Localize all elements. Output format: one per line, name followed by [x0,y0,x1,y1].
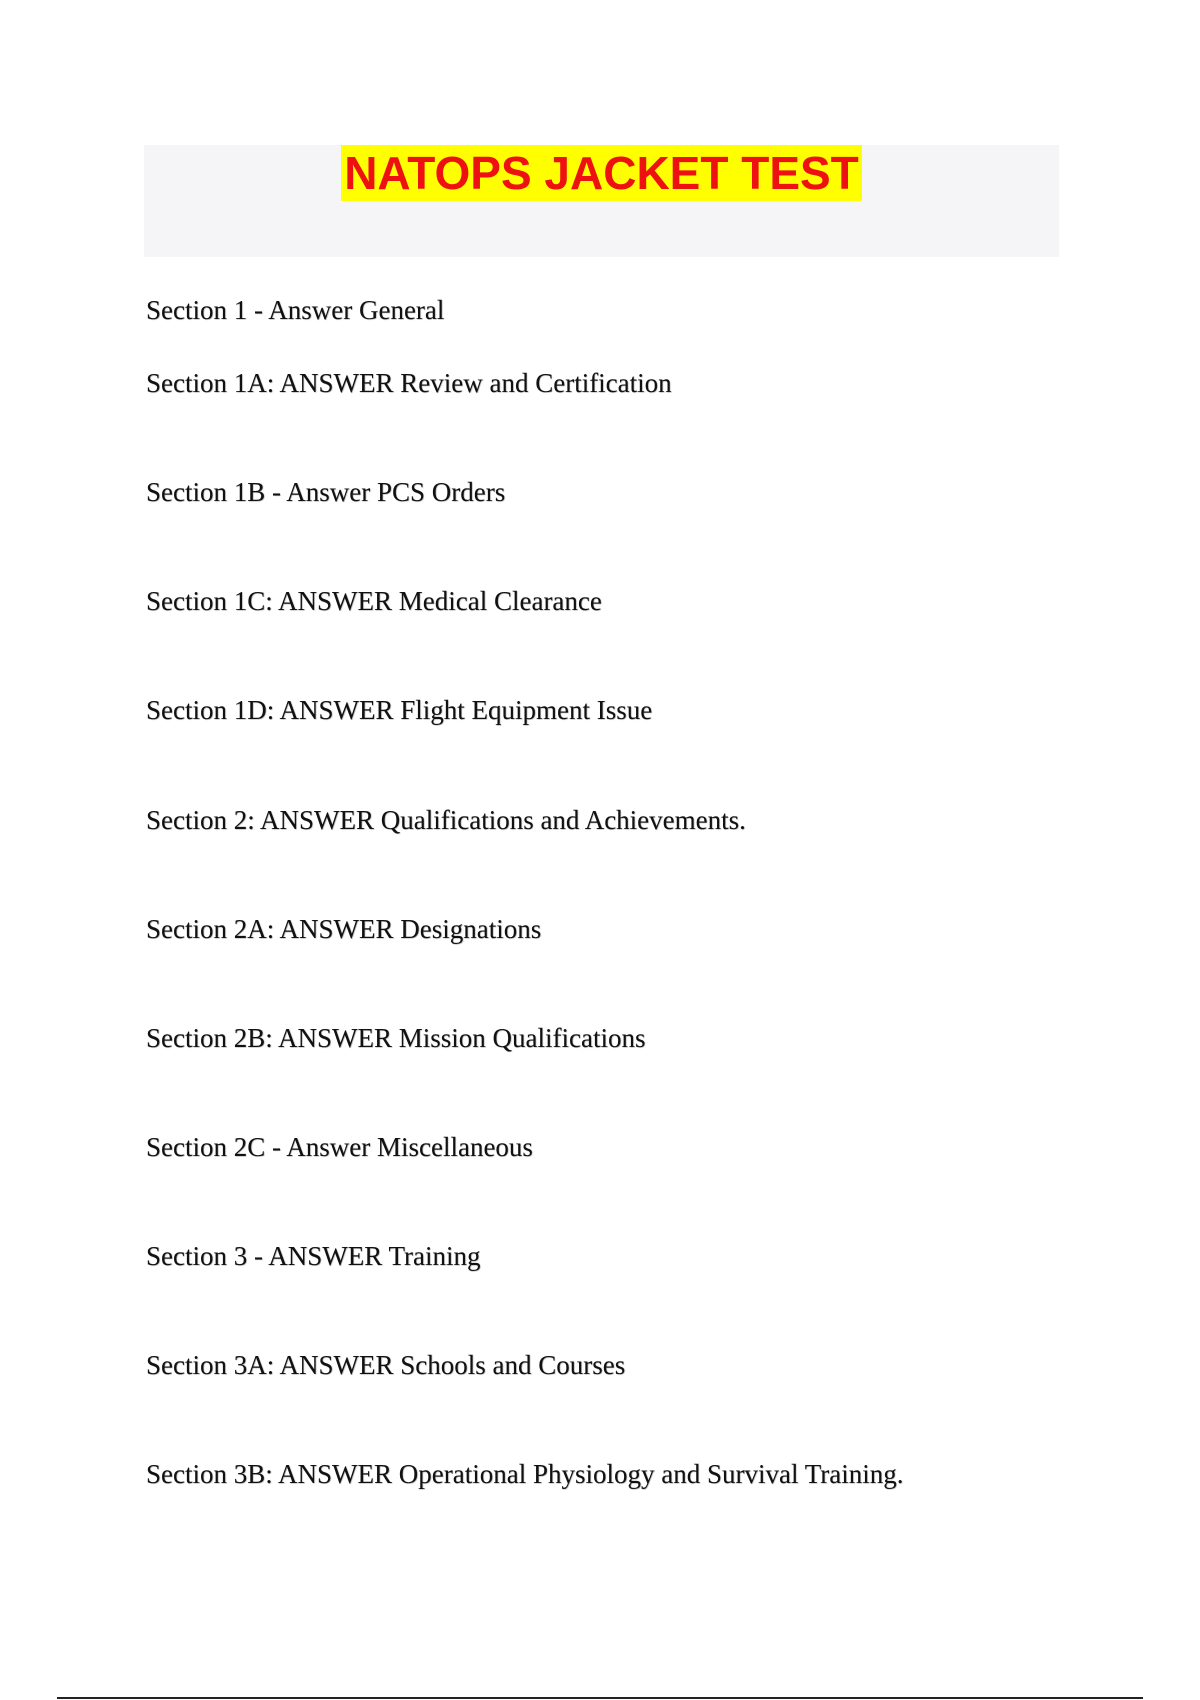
section-2-heading: Section 2: ANSWER Qualifications and Achievements. [146,805,746,835]
section-3-heading: Section 3 - ANSWER Training [146,1241,481,1271]
section-1d-heading: Section 1D: ANSWER Flight Equipment Issue [146,695,653,725]
section-1-heading: Section 1 - Answer General [146,295,445,325]
section-2c-heading: Section 2C - Answer Miscellaneous [146,1132,533,1162]
section-1b-heading: Section 1B - Answer PCS Orders [146,477,506,507]
document-title-text: NATOPS JACKET TEST [341,145,862,201]
section-1a-heading: Section 1A: ANSWER Review and Certification [146,368,672,398]
document-title [144,145,1059,201]
title-band [144,145,1059,257]
section-2a-heading: Section 2A: ANSWER Designations [146,914,542,944]
section-2b-heading: Section 2B: ANSWER Mission Qualifications [146,1023,646,1053]
page-bottom-rule [57,1697,1143,1699]
section-1c-heading: Section 1C: ANSWER Medical Clearance [146,586,602,616]
section-3b-heading: Section 3B: ANSWER Operational Physiology and Survival Training. [146,1459,904,1489]
section-3a-heading: Section 3A: ANSWER Schools and Courses [146,1350,626,1380]
